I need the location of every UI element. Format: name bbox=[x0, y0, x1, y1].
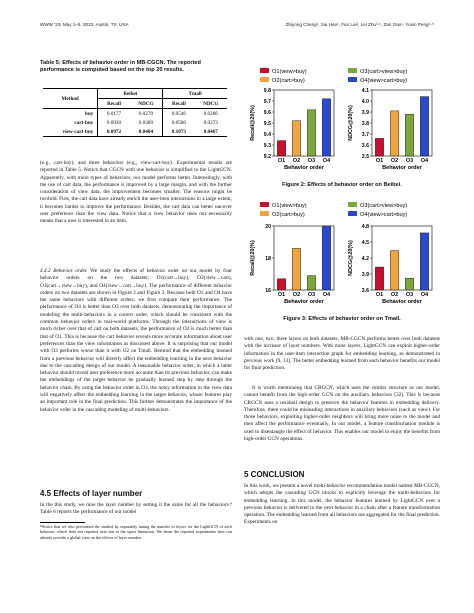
footnote: ⁸Notice that we also performed the studied by separately tuning the number of layers for the LightGCN of each behavior, which does not reported here due to the space limitation. We deem the reported experiments here can already provide a global view on the effects of layer number. bbox=[40, 524, 232, 540]
y-tick-label: 3.6 bbox=[361, 287, 369, 294]
legend-label: O4(view>cart>buy) bbox=[360, 78, 408, 84]
y-tick-label: 18 bbox=[265, 255, 271, 262]
method-header: Method bbox=[43, 89, 98, 109]
y-tick-label: 4.0 bbox=[361, 98, 369, 105]
bar-o3 bbox=[405, 278, 413, 290]
left-paragraph-1 bbox=[40, 160, 232, 226]
bar-o4 bbox=[322, 99, 330, 156]
chart-beibei-ndcg bbox=[348, 88, 432, 171]
bar-o2 bbox=[292, 248, 300, 290]
table-row bbox=[43, 127, 227, 137]
paragraph-text: It is worth mentioning that CRGCN, which uses the similar structure as our model, cannot benefit from the high-order GCN on the auxiliary behaviors [32]. This is because CRGCN uses a residual design to preserve the behavior features in embedding delivery. Therefore, there could be misleading interactions in auxiliary behaviors (such as view). For those behaviors, exploiting higher-order neighbors will bring more noise to the model and then affect the performance eventually. In our model, a feature transformation module is used to disentangle the effect of behavior. This enables our model to enjoy the benefits from high-order GCN operations. bbox=[244, 385, 440, 443]
x-tick-label: O2 bbox=[292, 292, 301, 298]
y-tick-label: 4.5 bbox=[361, 239, 369, 246]
y-tick-label: 3.6 bbox=[361, 142, 369, 149]
metric-header: Recall bbox=[107, 100, 121, 107]
x-tick-label: O4 bbox=[420, 292, 429, 298]
chart-tmall-recall bbox=[250, 224, 334, 305]
legend-label: O2(cart>buy) bbox=[272, 212, 305, 218]
y-tick-label: 9.6 bbox=[263, 109, 271, 116]
legend-swatch bbox=[260, 211, 269, 216]
figure-2-caption: Figure 2: Effects of behavior order on Beibei. bbox=[282, 182, 402, 188]
row-method: buy bbox=[43, 109, 98, 119]
cell: 0.0177 bbox=[106, 110, 122, 117]
right-paragraph-2 bbox=[244, 385, 440, 443]
figure-3 bbox=[244, 196, 440, 312]
bar-o4 bbox=[322, 226, 330, 290]
paragraph-text: In the this study, we tune the layer number by setting it the same for all the behaviors.⁸ Table 6 reports the performance of our model bbox=[40, 502, 232, 516]
y-axis-label: NDCG@20(%) bbox=[348, 105, 354, 141]
x-axis-label: Behavior order bbox=[284, 165, 324, 171]
y-tick-label: 3.9 bbox=[361, 271, 369, 278]
y-tick-label: 20 bbox=[265, 223, 271, 230]
bar-o2 bbox=[390, 251, 398, 290]
x-axis-label: Behavior order bbox=[284, 299, 324, 305]
y-tick-label: 9.3 bbox=[263, 142, 271, 149]
y-axis-label: Recall@20(%) bbox=[250, 240, 256, 276]
y-tick-label: 9.5 bbox=[263, 120, 271, 127]
paragraph-text: In this work, we present a novel multi-behavior recommendation model named MB-CGCN, which adopts the cascading GCN blocks to explicitly leverage the multi-behaviors for embedding learning. In this model, the behavior features learned by LightGCN over a previous behavior is delivered to the next behavior in a chain after a feature transformation operation. The embedding learned from all behaviors are aggregated for the final prediction. Experiments on bbox=[244, 483, 440, 526]
y-tick-label: 4.2 bbox=[361, 255, 369, 262]
x-tick-label: O3 bbox=[307, 292, 316, 298]
row-method: cart-buy bbox=[43, 118, 98, 127]
x-axis-label: Behavior order bbox=[382, 165, 422, 171]
running-header-right: Zhiyong Cheng¹, Sai Han¹, Fan Liu², Lei Zhu³·⁵, Zan Gao¹, Yuxin Peng⁴·⁵ bbox=[285, 22, 434, 27]
cell: 0.1073 bbox=[163, 127, 195, 137]
x-tick-label: O1 bbox=[375, 158, 384, 164]
bar-o3 bbox=[405, 114, 413, 156]
legend-label: O1(view>buy) bbox=[272, 69, 307, 75]
figure-3-svg bbox=[244, 196, 440, 312]
y-axis-label: NDCG@20(%) bbox=[348, 240, 354, 276]
subsection-label: 4.4.2 Behavior order. bbox=[40, 268, 88, 274]
figure-2-svg bbox=[244, 64, 440, 176]
figure-3-caption: Figure 3: Effects of behavior order on Tmall. bbox=[283, 316, 401, 322]
y-tick-label: 9.8 bbox=[263, 87, 271, 94]
group-header: Tmall bbox=[163, 89, 227, 99]
x-tick-label: O1 bbox=[277, 158, 286, 164]
chart-tmall-ndcg bbox=[348, 224, 432, 305]
metric-header: Recall bbox=[163, 99, 195, 109]
cell: 0.0270 bbox=[138, 110, 154, 117]
x-tick-label: O3 bbox=[405, 292, 414, 298]
paragraph-text: (e.g., cart-buy), and three behaviors (e.g., view-cart-buy). Experimental results are reported in Table 5. Notice that CGCN with one behavior is simplified to the LightGCN. Apparently, with more types of behaviors, our model performs better. Interestingly, with the use of cart data, the performance is improved by a large margin, and with the further consideration of view data, the improvement becomes smaller. The reasons might be twofold. First, the cart data have already enrich the user-item interactions to a large extent, it becomes harder to improve the performance. Besides, the cart data can better uncover user preference than the view data. Notice that a view behavior does not necessarily means that a user is interested in an item. bbox=[40, 160, 232, 225]
x-tick-label: O1 bbox=[277, 292, 286, 298]
paragraph-text: with one, two, three layers on both datasets. MB-CGCN performs better over both datasets with the increase of layer numbers. With more layers, LightGCN can exploit higher-order information in the user-item interaction graph for embedding learning, as demonstrated in previous work [9, 13]. The better embedding learned from each behavior benefits our model for final prediction. bbox=[244, 336, 440, 372]
bar-o4 bbox=[420, 233, 428, 290]
legend-label: O2(cart>buy) bbox=[272, 78, 305, 84]
left-paragraph-2 bbox=[40, 268, 232, 414]
legend-swatch bbox=[260, 77, 269, 82]
cell: 0.0972 bbox=[106, 128, 122, 135]
legend-swatch bbox=[260, 202, 269, 207]
table-row bbox=[43, 109, 227, 119]
legend-label: O1(view>buy) bbox=[272, 203, 307, 209]
bar-o3 bbox=[307, 276, 315, 290]
y-tick-label: 3.9 bbox=[361, 109, 369, 116]
bar-o3 bbox=[307, 110, 315, 156]
table5-caption: Table 5: Effects of behavior order in MB-CGCN. The reported performance is computed based on the top 20 results. bbox=[40, 60, 201, 73]
table-row bbox=[43, 118, 227, 127]
figure-2 bbox=[244, 64, 440, 176]
footnote-rule bbox=[40, 522, 85, 523]
y-tick-label: 4.1 bbox=[361, 87, 369, 94]
running-header-left: WWW '23, May 1–5, 2023, Austin, TX, USA bbox=[40, 22, 129, 27]
cell: 0.0930 bbox=[106, 119, 122, 126]
y-tick-label: 3.8 bbox=[361, 120, 369, 127]
legend-swatch bbox=[348, 202, 357, 207]
y-tick-label: 9.2 bbox=[263, 153, 271, 160]
cell: 0.0467 bbox=[203, 128, 218, 135]
bar-o2 bbox=[292, 121, 300, 156]
figure-2-legend bbox=[260, 68, 407, 84]
y-tick-label: 4.8 bbox=[361, 223, 369, 230]
y-tick-label: 16 bbox=[265, 287, 271, 294]
bar-o1 bbox=[375, 267, 383, 290]
legend-swatch bbox=[260, 68, 269, 73]
group-header: Beibei bbox=[98, 89, 163, 99]
left-paragraph-3 bbox=[40, 502, 232, 517]
y-tick-label: 3.7 bbox=[361, 131, 369, 138]
cell: 0.0546 bbox=[163, 109, 195, 119]
legend-label: O4(view>cart>buy) bbox=[360, 212, 408, 218]
figure-3-legend bbox=[260, 202, 407, 218]
legend-swatch bbox=[348, 68, 357, 73]
bar-o1 bbox=[277, 141, 285, 156]
x-tick-label: O4 bbox=[322, 158, 331, 164]
legend-label: O3(cart>view>buy) bbox=[360, 203, 408, 209]
section-heading-4-5: 4.5 Effects of layer number bbox=[40, 489, 143, 498]
right-paragraph-1 bbox=[244, 336, 440, 372]
x-tick-label: O2 bbox=[390, 158, 399, 164]
x-tick-label: O4 bbox=[420, 158, 429, 164]
cell: 0.0586 bbox=[163, 118, 195, 127]
x-tick-label: O1 bbox=[375, 292, 384, 298]
cell: 0.0266 bbox=[203, 110, 218, 117]
legend-label: O3(cart>view>buy) bbox=[360, 69, 408, 75]
bar-o2 bbox=[390, 111, 398, 156]
y-tick-label: 3.5 bbox=[361, 153, 369, 160]
cell: 0.0273 bbox=[203, 119, 218, 126]
y-axis-label: Recall@20(%) bbox=[250, 105, 256, 141]
paragraph-text: We study the effects of behavior order on our model by four behavior orders on the two datasets: O1(cart→buy), O2(view→cart), O3(cart→view→buy), and O4(view→cart→buy). The performance of different behavior orders on two datasets are shown in Figure 2 and Figure 3. Because both O3 and O4 have the same behaviors with different orders, we first compare their performance. The performance of O4 is better than O3 over both datasets, demonstrating the importance of modeling the multi-behaviors in a correct order, which should be consistent with the common behavior orders in real-world platforms. Through the interactions of view is much richer over that of cart on both datasets, the performance of O2 is much better than that of O1. This is because the cart behavior reveals more accurate information about user preferences than the view information as discussed above. It is surprising that our model with O3 performs worse than it with O2 on Tmall. Remind that the embedding learned from a previous behavior will directly affect the embedding learning in the next behavior due to the cascading design of our model. A reasonable behavior order, in which a latter behavior should reveal user preference more accurate than its previous behavior, can make the embeddings of the target behavior be gradually learned step by step through the behavior chain. By using the behavior order in O3, the noisy information in the view data will negatively affect the embedding learning in the target behavior, whose features play an important role in the final prediction. This further demonstrates the importance of the behavior order in the cascading modeling of multi-behaviors. bbox=[40, 268, 233, 413]
cell: 0.0404 bbox=[138, 128, 154, 135]
bar-o1 bbox=[375, 138, 383, 156]
metric-header: NDCG bbox=[203, 100, 219, 107]
table5 bbox=[43, 88, 227, 137]
x-tick-label: O4 bbox=[322, 292, 331, 298]
x-tick-label: O3 bbox=[405, 158, 414, 164]
cell: 0.0389 bbox=[138, 119, 154, 126]
metric-header: NDCG bbox=[138, 100, 154, 107]
y-tick-label: 9.7 bbox=[263, 98, 271, 105]
legend-swatch bbox=[348, 77, 357, 82]
section-heading-5: 5 CONCLUSION bbox=[244, 470, 305, 479]
legend-swatch bbox=[348, 211, 357, 216]
y-tick-label: 9.4 bbox=[263, 131, 271, 138]
x-tick-label: O2 bbox=[292, 158, 301, 164]
bar-o4 bbox=[420, 97, 428, 156]
row-method: view-cart-buy bbox=[43, 127, 98, 137]
x-tick-label: O2 bbox=[390, 292, 399, 298]
x-tick-label: O3 bbox=[307, 158, 316, 164]
right-paragraph-3 bbox=[244, 483, 440, 527]
bar-o1 bbox=[277, 279, 285, 290]
chart-beibei-recall bbox=[250, 88, 334, 171]
x-axis-label: Behavior order bbox=[382, 299, 422, 305]
